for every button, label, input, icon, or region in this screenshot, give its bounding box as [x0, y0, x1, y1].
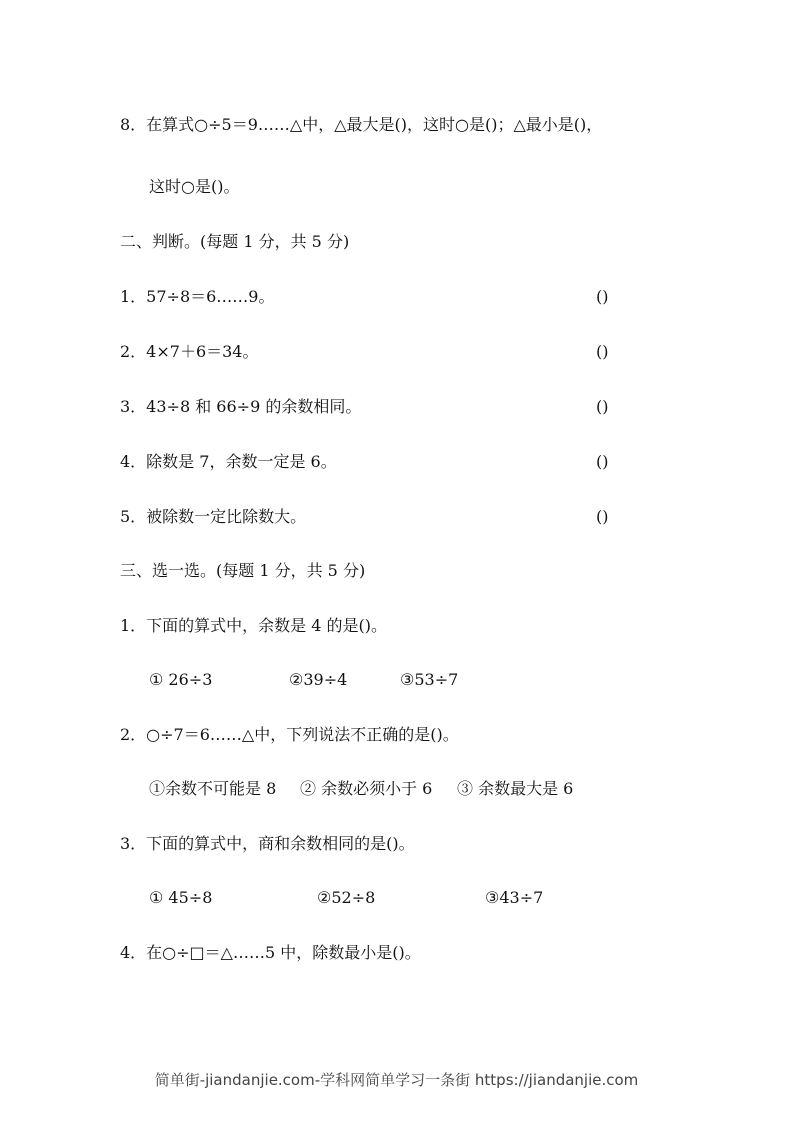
choice-q2: 2．○÷7＝6……△中，下列说法不正确的是()。: [120, 725, 459, 744]
choice-q1-option-2[interactable]: ②39÷4: [289, 670, 348, 689]
judge-item-2: 2．4×7＋6＝34。: [120, 342, 259, 361]
q8-line2: 这时○是()。: [149, 177, 240, 196]
choice-q4: 4．在○÷□＝△……5 中，除数最小是()。: [120, 943, 421, 962]
section3-heading: 三、选一选。(每题 1 分，共 5 分): [120, 561, 366, 580]
judge-item-4: 4．除数是 7，余数一定是 6。: [120, 452, 337, 471]
choice-q1: 1．下面的算式中，余数是 4 的是()。: [120, 616, 388, 635]
judge-item-5: 5．被除数一定比除数大。: [120, 507, 307, 526]
choice-q2-option-2[interactable]: ② 余数必须小于 6: [300, 779, 433, 798]
choice-q2-option-3[interactable]: ③ 余数最大是 6: [457, 779, 574, 798]
judge-item-3: 3．43÷8 和 66÷9 的余数相同。: [120, 397, 362, 416]
section2-heading: 二、判断。(每题 1 分，共 5 分): [120, 232, 350, 251]
judge-item-1: 1．57÷8＝6……9。: [120, 287, 275, 306]
judge-paren-1[interactable]: (): [596, 287, 609, 306]
choice-q3: 3．下面的算式中，商和余数相同的是()。: [120, 834, 415, 853]
choice-q1-option-3[interactable]: ③53÷7: [400, 670, 459, 689]
choice-q3-option-3[interactable]: ③43÷7: [485, 888, 544, 907]
choice-q1-option-1[interactable]: ① 26÷3: [149, 670, 213, 689]
q8-line1: 8．在算式○÷5＝9……△中，△最大是()，这时○是()；△最小是()，: [120, 115, 603, 134]
judge-paren-4[interactable]: (): [596, 452, 609, 471]
choice-q3-option-2[interactable]: ②52÷8: [317, 888, 376, 907]
footer-watermark: 简单街-jiandanjie.com-学科网简单学习一条街 https://jiandanjie.com: [154, 1071, 639, 1089]
judge-paren-3[interactable]: (): [596, 397, 609, 416]
choice-q3-option-1[interactable]: ① 45÷8: [149, 888, 213, 907]
judge-paren-2[interactable]: (): [596, 342, 609, 361]
judge-paren-5[interactable]: (): [596, 507, 609, 526]
choice-q2-option-1[interactable]: ①余数不可能是 8: [149, 779, 277, 798]
